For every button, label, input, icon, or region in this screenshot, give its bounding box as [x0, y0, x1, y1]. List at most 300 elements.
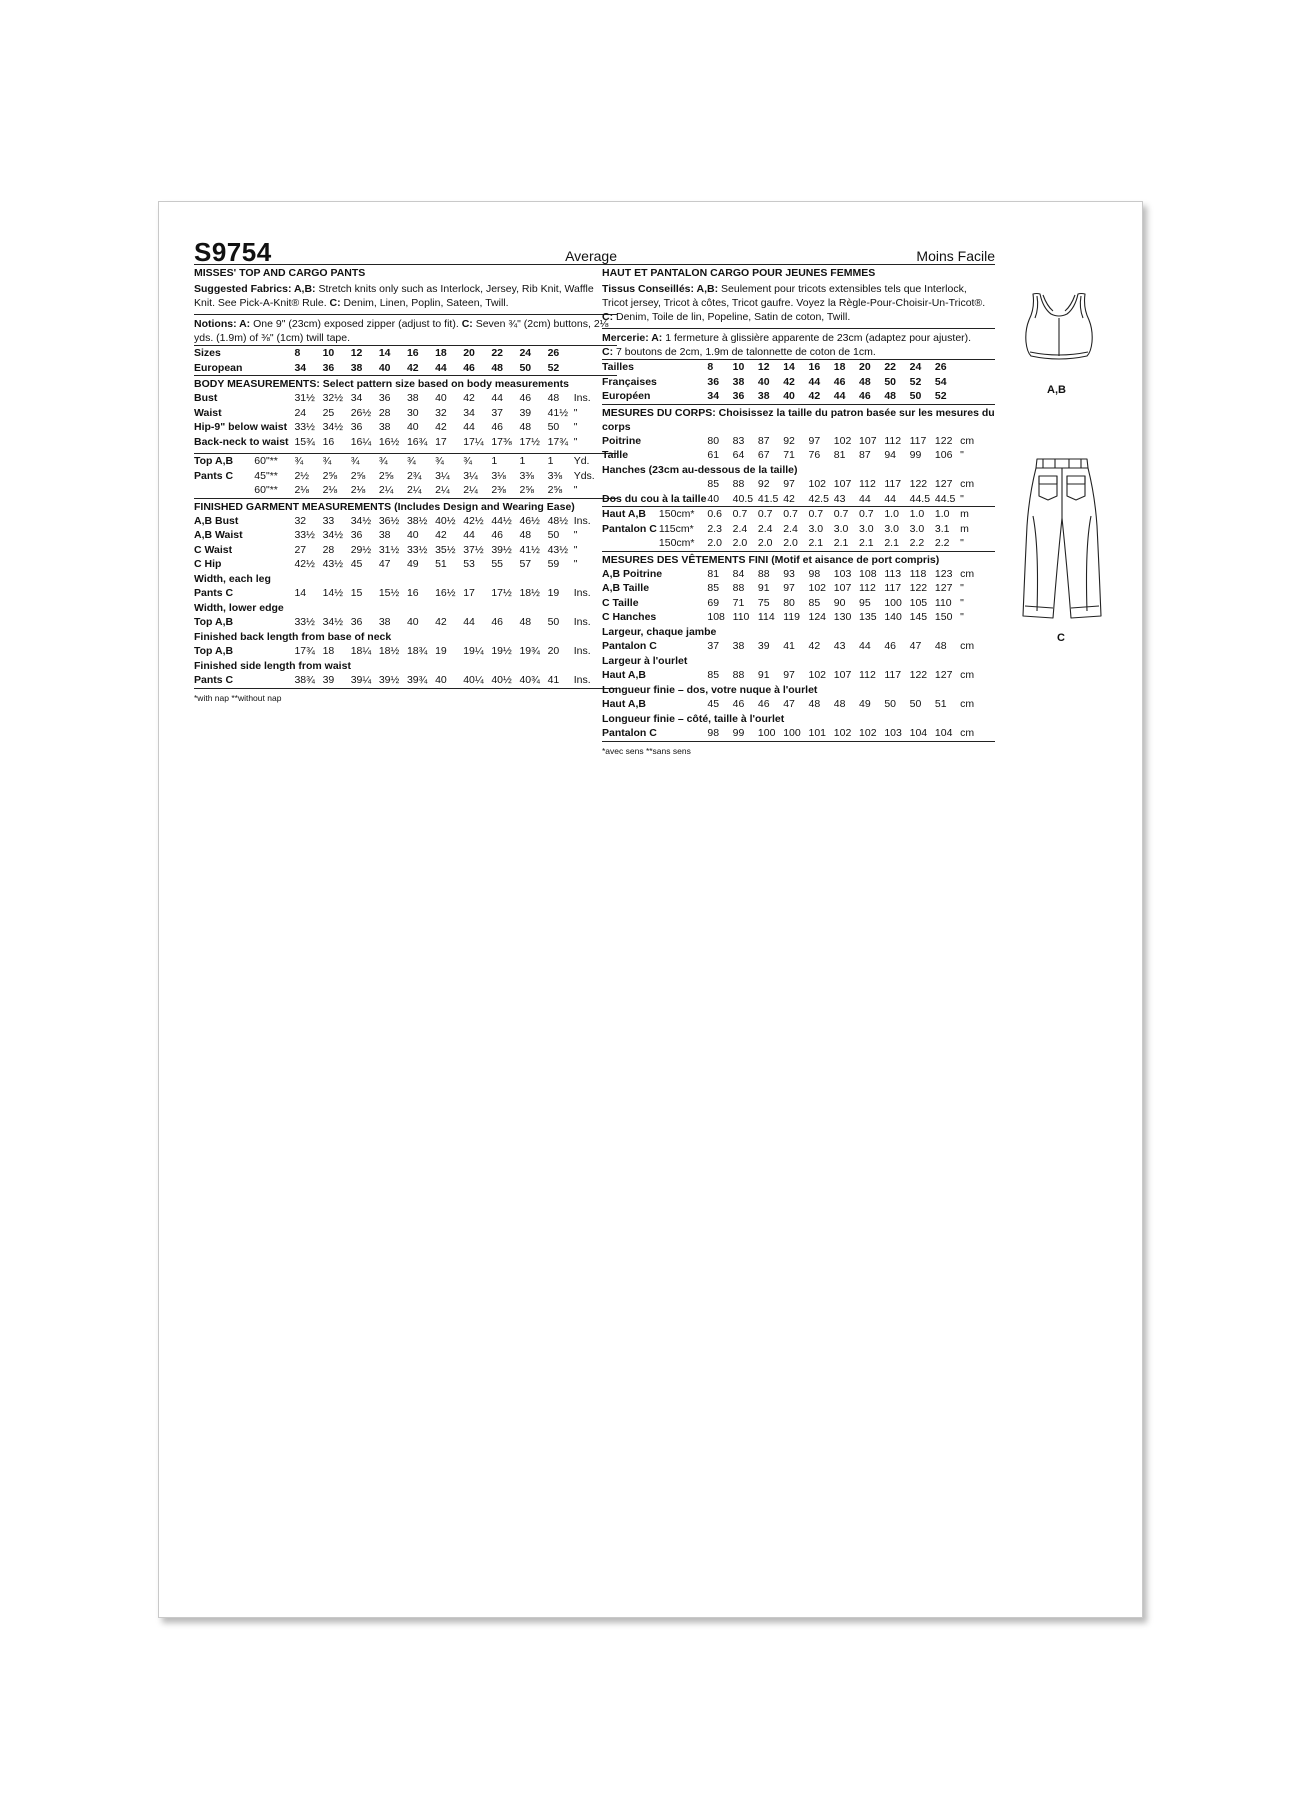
table-cell: 2.4 [732, 522, 748, 535]
unit-cell: m [960, 508, 969, 520]
table-row [602, 389, 995, 404]
table-cell: 36 [350, 529, 363, 541]
table-cell: 17½ [519, 435, 540, 448]
table-cell: 107 [833, 478, 852, 490]
table-cell: 127 [934, 478, 953, 490]
table-cell: 80 [707, 434, 720, 447]
body-measurements-title-fr: MESURES DU CORPS: Choisissez la taille du patron basée sur les mesures du corps [602, 406, 995, 433]
unit-cell: Ins. [573, 514, 591, 527]
table-cell: 2.1 [859, 537, 874, 549]
table-cell: 97 [783, 582, 795, 594]
table-cell: 76 [808, 449, 821, 461]
sizes-table [194, 346, 617, 375]
table-cell: 42 [406, 361, 419, 374]
table-cell: 32 [435, 406, 447, 419]
table-cell: 46 [491, 421, 504, 433]
table-cell: 19¼ [463, 645, 484, 657]
table-cell: 44 [463, 529, 475, 541]
table-cell: 36 [322, 361, 335, 374]
table-cell: 50 [547, 529, 560, 541]
table-cell: 44 [491, 392, 504, 404]
table-cell: 104 [934, 727, 953, 739]
table-cell: 135 [859, 611, 877, 623]
table-cell: 118 [909, 567, 927, 580]
table-cell: 1.0 [884, 508, 899, 520]
table-cell: 0.7 [833, 508, 849, 520]
table-cell: 40.5 [732, 492, 754, 505]
table-cell: 52 [909, 375, 922, 388]
unit-cell: " [960, 596, 964, 609]
row-label: Pantalon C [602, 727, 657, 739]
table-row [194, 420, 617, 435]
table-cell: 50 [909, 390, 922, 402]
unit-cell: Yd. [573, 455, 590, 467]
table-cell [960, 375, 995, 390]
table-cell: 3¼ [463, 469, 478, 482]
table-cell: 81 [833, 449, 846, 461]
table-cell: 38 [757, 390, 770, 402]
unit-cell: cm [960, 567, 975, 580]
table-cell: 2.3 [707, 522, 722, 535]
table-cell: 42 [808, 390, 821, 402]
table-cell: 17 [463, 587, 475, 599]
table-cell: 16½ [435, 587, 456, 599]
table-cell: 36 [732, 390, 745, 402]
difficulty-level: Average [565, 248, 617, 264]
table-cell: 17½ [491, 587, 512, 599]
table-cell: 102 [808, 669, 827, 681]
table-cell: 2.2 [934, 537, 950, 549]
row-label: C Hip [194, 558, 222, 570]
table-cell: 113 [884, 567, 902, 580]
pattern-envelope-back [158, 201, 1143, 1618]
table-cell: 37 [491, 406, 504, 419]
table-cell: 0.7 [732, 508, 748, 520]
notions: Notions: A: One 9" (23cm) exposed zipper (adjust to fit). C: Seven ¾" (2cm) buttons, 2⅛ yds. (1.9m) of ⅜" (1cm) twill tape. [194, 318, 609, 344]
table-cell: 3.0 [884, 522, 899, 535]
table-cell: 124 [808, 611, 827, 623]
table-cell: 80 [783, 596, 795, 609]
table-cell [960, 360, 995, 375]
table-cell: ¾ [322, 455, 332, 467]
table-cell: 2½ [294, 469, 310, 482]
table-cell: 92 [783, 434, 795, 447]
table-cell: 39¼ [350, 674, 372, 686]
table-cell: 43½ [547, 543, 569, 556]
table-cell: 48 [519, 529, 532, 541]
table-cell: ¾ [406, 455, 416, 467]
table-cell: 17 [435, 435, 447, 448]
table-cell: 42 [783, 375, 795, 388]
table-cell: 3.0 [808, 522, 824, 535]
table-cell: 36 [350, 421, 363, 433]
table-cell: 102 [833, 434, 852, 447]
divider [194, 498, 617, 499]
fabric-width: 60"** [254, 484, 278, 496]
table-cell: 38 [350, 361, 363, 374]
row-label: Taille [602, 449, 629, 461]
table-cell: 97 [783, 669, 795, 681]
table-cell: 40¼ [463, 674, 484, 686]
table-cell: 2.1 [833, 537, 849, 549]
table-cell: 107 [833, 582, 852, 594]
table-cell: 42 [808, 640, 821, 652]
unit-cell: Yds. [573, 469, 595, 482]
table-cell: 110 [934, 596, 952, 609]
table-cell: 2⅛ [350, 484, 366, 496]
table-cell: 0.7 [808, 508, 824, 520]
table-cell: 33½ [294, 529, 315, 541]
table-cell: 48 [859, 375, 871, 388]
table-row [602, 448, 995, 463]
table-cell: ¾ [463, 455, 472, 467]
garment-title: MISSES' TOP AND CARGO PANTS [194, 267, 366, 279]
fabric-width: 150cm* [658, 508, 695, 520]
table-cell: 40 [406, 616, 419, 628]
table-cell: 14 [294, 587, 307, 599]
table-cell: 2¼ [378, 484, 394, 496]
table-cell: 122 [909, 582, 928, 594]
table-cell: 38½ [406, 514, 428, 527]
table-cell: 107 [833, 669, 852, 681]
table-cell: 45 [707, 698, 720, 710]
table-cell: 34½ [322, 421, 344, 433]
table-cell: 100 [757, 727, 776, 739]
table-cell: 75 [757, 596, 770, 609]
table-cell: 35½ [435, 543, 456, 556]
table-cell: 102 [808, 582, 827, 594]
table-cell: 34½ [350, 514, 372, 527]
table-cell: 130 [833, 611, 852, 623]
table-cell: 14 [783, 361, 795, 373]
table-cell: 32½ [322, 392, 344, 404]
table-cell: 3⅜ [519, 469, 535, 482]
table-row [602, 507, 995, 522]
table-cell: 18 [322, 645, 335, 657]
table-cell: 102 [808, 478, 827, 490]
table-cell: 99 [909, 449, 922, 461]
row-label: Sizes [194, 347, 221, 359]
table-cell: 84 [732, 567, 745, 580]
row-label: Haut A,B [602, 508, 646, 520]
table-cell: 44 [463, 421, 475, 433]
pants-figure-label: C [1057, 632, 1065, 644]
table-cell: 1.0 [909, 508, 925, 520]
table-cell: 33½ [294, 616, 315, 628]
finished-measurements-title: FINISHED GARMENT MEASUREMENTS (Includes Design and Wearing Ease) [194, 500, 575, 513]
table-row [194, 673, 617, 688]
table-cell: 49 [859, 698, 871, 710]
table-cell: 1.0 [934, 508, 950, 520]
table-cell: 1 [547, 455, 554, 467]
table-cell: 24 [294, 406, 307, 419]
table-row [602, 668, 995, 683]
table-cell: 48 [934, 640, 947, 652]
unit-cell: cm [960, 669, 975, 681]
unit-cell: cm [960, 434, 975, 447]
table-cell: 140 [884, 611, 902, 623]
row-subheading: Width, each leg [194, 572, 271, 585]
table-cell: 34 [350, 392, 363, 404]
table-cell: 40¾ [519, 674, 540, 686]
table-cell: 46 [859, 390, 871, 402]
row-label: European [194, 361, 243, 374]
table-cell: 39 [322, 674, 335, 686]
table-row [194, 543, 617, 558]
pattern-number: S9754 [194, 237, 272, 267]
english-header [194, 237, 617, 267]
table-cell: 108 [707, 611, 725, 623]
table-cell: ¾ [294, 455, 304, 467]
table-row [602, 375, 995, 390]
table-cell: 31½ [294, 392, 315, 404]
table-cell: 43½ [322, 558, 344, 570]
table-cell: 50 [884, 375, 897, 388]
table-cell: 46 [491, 529, 504, 541]
fabric-width: 60"** [254, 455, 278, 467]
sizes-table-fr [602, 360, 995, 404]
table-cell: 53 [463, 558, 475, 570]
table-row [602, 610, 995, 625]
french-header [602, 240, 995, 264]
table-cell: 52 [934, 390, 947, 402]
table-cell: 24 [519, 347, 532, 359]
table-cell: 48 [519, 421, 532, 433]
table-cell: 3.1 [934, 522, 950, 535]
table-row [602, 522, 995, 537]
table-cell: 42.5 [808, 492, 829, 505]
table-cell: 48 [808, 698, 821, 710]
table-cell: 67 [757, 449, 770, 461]
table-row [194, 483, 617, 498]
table-cell: 51 [435, 558, 447, 570]
table-cell: 99 [732, 727, 745, 739]
cargo-pants-back-view-illustration [1017, 456, 1107, 622]
table-row [194, 586, 617, 601]
table-cell: 20 [859, 361, 871, 373]
unit-cell: Ins. [573, 674, 591, 686]
table-cell: 44.5 [909, 492, 931, 505]
table-cell: 37½ [463, 543, 484, 556]
table-cell: 107 [859, 434, 877, 447]
table-row [602, 625, 995, 640]
table-cell: 48 [547, 392, 560, 404]
table-cell: 38 [378, 529, 391, 541]
table-cell: 38¾ [294, 674, 315, 686]
fabric-width: 150cm* [658, 537, 695, 549]
table-cell: 98 [808, 567, 821, 580]
table-cell: 44 [808, 375, 821, 388]
table-cell: 50 [547, 616, 560, 628]
table-cell: 2¼ [435, 484, 450, 496]
table-row [602, 654, 995, 669]
table-row [194, 391, 617, 406]
table-cell: 34 [707, 390, 720, 402]
unit-cell: " [960, 492, 964, 505]
table-cell: 30 [406, 406, 419, 419]
finished-measurements-table [194, 514, 617, 688]
table-cell: 97 [783, 478, 795, 490]
table-row [194, 528, 617, 543]
table-cell: 46 [463, 361, 475, 374]
table-cell: 2.0 [707, 537, 722, 549]
difficulty-level-fr: Moins Facile [916, 248, 995, 264]
table-cell: 50 [909, 698, 922, 710]
unit-cell: Ins. [573, 616, 591, 628]
table-row [194, 601, 617, 616]
table-cell: 2.1 [884, 537, 899, 549]
table-cell: 108 [859, 567, 877, 580]
row-label: Pants C [194, 587, 234, 599]
table-cell: 69 [707, 596, 720, 609]
table-cell: 2⅛ [322, 484, 338, 496]
table-cell: 10 [322, 347, 335, 359]
table-row [194, 659, 617, 674]
table-cell: 41½ [547, 406, 569, 419]
table-cell: 54 [934, 375, 947, 388]
table-cell: 36 [707, 375, 720, 388]
table-cell: 48 [833, 698, 846, 710]
unit-cell: " [960, 611, 964, 623]
table-cell: 117 [884, 478, 902, 490]
table-cell: 45 [350, 558, 363, 570]
unit-cell: Ins. [573, 587, 591, 599]
table-cell: 64 [732, 449, 745, 461]
table-cell: 2¼ [463, 484, 478, 496]
table-cell: Ins. [573, 392, 591, 404]
table-cell: 85 [707, 478, 720, 490]
table-cell: 2¼ [406, 484, 422, 496]
table-row [194, 557, 617, 572]
table-cell: 1 [519, 455, 526, 467]
table-cell: 29½ [350, 543, 372, 556]
table-cell: 28 [378, 406, 391, 419]
table-cell: 150 [934, 611, 953, 623]
table-cell: 40 [707, 492, 720, 505]
body-measurements-table-fr [602, 434, 995, 507]
table-cell: 39 [757, 640, 770, 652]
table-cell: 0.7 [783, 508, 798, 520]
table-cell: 93 [783, 567, 795, 580]
row-label [602, 536, 659, 551]
table-cell: 40 [406, 529, 419, 541]
table-cell: 103 [833, 567, 852, 580]
table-cell: 105 [909, 596, 928, 609]
table-row [602, 434, 995, 449]
row-label: Pants C [194, 469, 234, 482]
table-cell: 8 [294, 347, 301, 359]
table-cell: 1 [491, 455, 498, 467]
finished-measurements-table-fr [602, 567, 995, 741]
table-cell: 3.0 [833, 522, 849, 535]
table-cell: 88 [732, 582, 745, 594]
table-cell: 88 [732, 669, 745, 681]
table-cell: 16 [406, 347, 419, 359]
row-label: Back-neck to waist [194, 435, 289, 448]
table-cell: 100 [884, 596, 902, 609]
table-cell: 85 [808, 596, 821, 609]
table-cell: 51 [934, 698, 947, 710]
row-label: Waist [194, 406, 222, 419]
table-cell: 42 [435, 529, 447, 541]
table-cell: 2.4 [783, 522, 798, 535]
table-cell: 14½ [322, 587, 344, 599]
table-cell: 22 [491, 347, 504, 359]
table-row [194, 435, 617, 450]
row-label [194, 483, 254, 498]
table-cell: 26 [934, 361, 947, 373]
table-cell: 117 [909, 434, 927, 447]
unit-cell: " [573, 558, 578, 570]
footnote: *with nap **without nap [194, 692, 282, 703]
table-cell: 10 [732, 361, 745, 373]
table-row [602, 567, 995, 582]
unit-cell: m [960, 522, 969, 535]
table-cell: 44 [859, 492, 871, 505]
row-label: Haut A,B [602, 669, 646, 681]
row-subheading: Longueur finie – côté, taille à l'ourlet [602, 712, 785, 725]
row-label: Top A,B [194, 616, 234, 628]
table-cell: 16 [808, 361, 821, 373]
table-row [602, 477, 995, 492]
table-cell: 83 [732, 434, 745, 447]
unit-cell: " [573, 543, 578, 556]
fabric-width: 45"** [254, 469, 278, 482]
table-cell: 33½ [406, 543, 428, 556]
table-cell: 38 [732, 640, 745, 652]
garment-title-fr: HAUT ET PANTALON CARGO POUR JEUNES FEMMES [602, 267, 876, 279]
table-cell: 112 [859, 669, 876, 681]
table-row [602, 596, 995, 611]
table-row [602, 581, 995, 596]
table-cell: 87 [757, 434, 770, 447]
table-cell: 98 [707, 727, 720, 739]
table-cell: 2.0 [757, 537, 773, 549]
table-cell: 2.2 [909, 537, 925, 549]
table-cell: 110 [732, 611, 750, 623]
table-row [602, 697, 995, 712]
table-cell: 122 [909, 478, 928, 490]
table-cell: 2⅝ [519, 484, 535, 496]
table-cell: 36 [378, 392, 391, 404]
table-cell: 41.5 [757, 492, 779, 505]
table-row [194, 454, 617, 469]
table-cell: 49 [406, 558, 419, 570]
table-cell: 15½ [378, 587, 400, 599]
table-cell: 31½ [378, 543, 400, 556]
table-cell: 39 [519, 406, 532, 419]
table-cell: 104 [909, 727, 928, 739]
table-cell: 18¼ [350, 645, 372, 657]
table-cell: 22 [884, 361, 897, 373]
table-cell: 15 [350, 587, 363, 599]
table-cell: 117 [884, 582, 902, 594]
table-cell: 44.5 [934, 492, 956, 505]
divider [194, 375, 617, 376]
table-cell: 27 [294, 543, 307, 556]
unit-cell: " [960, 537, 964, 549]
table-cell: " [573, 421, 578, 433]
row-label: Pantalon C [602, 640, 657, 652]
table-row [194, 615, 617, 630]
row-label: Bust [194, 392, 218, 404]
table-cell: 20 [547, 645, 560, 657]
table-cell: " [573, 406, 578, 419]
table-row [194, 514, 617, 529]
table-cell: 88 [757, 567, 770, 580]
row-label: Européen [602, 390, 651, 402]
table-cell: 16¾ [406, 435, 428, 448]
